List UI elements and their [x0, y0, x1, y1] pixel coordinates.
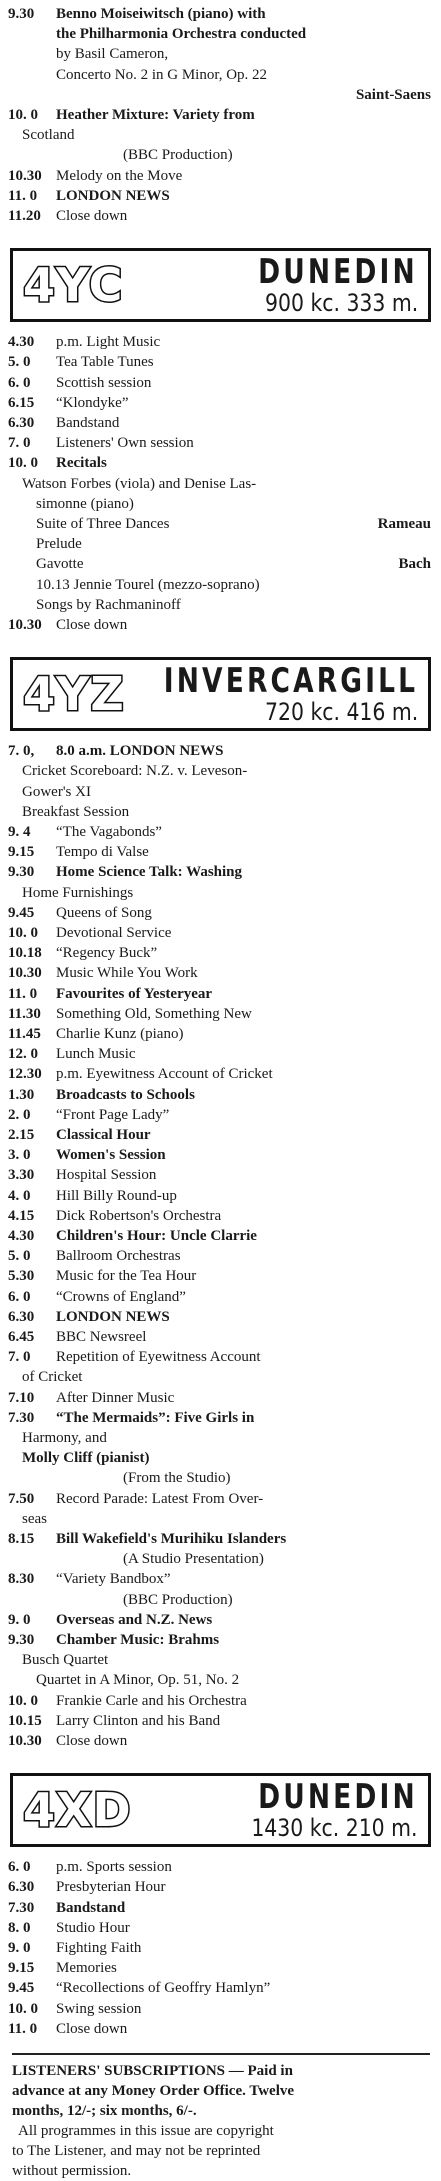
listing-text: Molly Cliff (pianist) [22, 1450, 150, 1467]
listing-text: (BBC Production) [123, 147, 233, 164]
copyright-text: without permission. [12, 2163, 132, 2179]
listing-line [8, 1918, 431, 1938]
listing-text: Women's Session [56, 1147, 166, 1164]
listing-line [8, 883, 431, 903]
listing-time: 9. 4 [8, 824, 31, 840]
station-banner-4yz [10, 657, 431, 731]
listing-text: “Klondyke” [56, 394, 129, 411]
listing-time: 8. 0 [8, 1919, 31, 1936]
listing-text: Harmony, and [22, 1430, 107, 1446]
listing-line [8, 1569, 431, 1589]
listing-line [8, 1630, 431, 1650]
listing-text: Quartet in A Minor, Op. 51, No. 2 [36, 1672, 240, 1689]
composer-credit: Rameau [377, 516, 431, 532]
listing-time: 9.30 [8, 864, 35, 881]
listing-line [8, 1186, 431, 1206]
listing-text: Children's Hour: Uncle Clarrie [56, 1228, 257, 1244]
listing-text: After Dinner Music [56, 1389, 175, 1406]
listing-text: Home Science Talk: Washing [56, 864, 243, 881]
listing-line [8, 1246, 431, 1266]
listing-time: 3. 0 [8, 1147, 31, 1164]
listing-text: the Philharmonia Orchestra conducted [56, 26, 307, 43]
listing-line [8, 4, 431, 24]
listing-line [8, 2019, 431, 2039]
listing-text: “The Vagabonds” [56, 824, 162, 840]
listing-line [8, 595, 431, 615]
listing-time: 8.15 [8, 1531, 35, 1547]
listing-line [8, 1287, 431, 1307]
listing-line [8, 615, 431, 635]
listing-time: 7. 0 [8, 435, 31, 452]
listing-text: Dick Robertson's Orchestra [56, 1207, 222, 1224]
listing-text: Charlie Kunz (piano) [56, 1026, 184, 1042]
listing-line [8, 1347, 431, 1367]
listing-text: BBC Newsreel [56, 1329, 147, 1345]
listing-time: 9.45 [8, 1980, 35, 1997]
listing-text: Larry Clinton and his Band [56, 1712, 221, 1729]
listing-line [8, 65, 431, 85]
listing-text: Record Parade: Latest From Over- [56, 1490, 264, 1507]
listing-line [8, 741, 431, 761]
listing-line [8, 1691, 431, 1711]
station-city: INVERCARGILL [163, 661, 418, 702]
listing-text: Scottish session [56, 374, 152, 391]
listing-time: 7.50 [8, 1490, 35, 1507]
listing-text: Tea Table Tunes [56, 354, 154, 371]
listing-line [8, 923, 431, 943]
listing-text: Memories [56, 1960, 117, 1977]
listing-line [8, 1877, 431, 1897]
listing-line [8, 1958, 431, 1978]
listing-line [8, 984, 431, 1004]
listing-line [8, 1610, 431, 1630]
listing-text: Hill Billy Round-up [56, 1187, 177, 1204]
listing-text: Overseas and N.Z. News [56, 1611, 213, 1628]
listing-line [8, 1978, 431, 1998]
listing-text: Listeners' Own session [56, 435, 194, 452]
station-banner-4xd [10, 1773, 431, 1847]
listing-line [8, 453, 431, 473]
listing-text: p.m. Light Music [56, 334, 161, 351]
listing-text: “Regency Buck” [56, 945, 158, 962]
listing-text: Devotional Service [56, 925, 172, 941]
listing-text: Music While You Work [56, 965, 198, 982]
listing-time: 12. 0 [8, 1046, 38, 1063]
listing-time: 10. 0 [8, 107, 38, 123]
listing-line [8, 413, 431, 433]
listing-time: 9. 0 [8, 1611, 31, 1628]
listing-text: 10.13 Jennie Tourel (mezzo-soprano) [36, 576, 260, 593]
listing-time: 5.30 [8, 1268, 35, 1285]
listing-line [8, 782, 431, 802]
listing-text: Favourites of Yesteryear [56, 985, 213, 1002]
listing-time: 6. 0 [8, 1859, 31, 1876]
listing-line [8, 1024, 431, 1044]
listing-text: p.m. Sports session [56, 1859, 172, 1876]
listing-text: by Basil Cameron, [56, 46, 169, 63]
listing-time: 10. 0 [8, 925, 38, 941]
listing-time: 7.30 [8, 1409, 35, 1426]
listing-text: Breakfast Session [22, 803, 130, 820]
listing-text: Bandstand [56, 1899, 126, 1916]
subscription-text: advance at any Money Order Office. Twelve [12, 2083, 295, 2099]
listing-text: LONDON NEWS [56, 187, 170, 204]
listing-line [8, 1388, 431, 1408]
listing-line [8, 206, 431, 226]
listing-line [8, 352, 431, 372]
listing-text: Hospital Session [56, 1167, 157, 1184]
listing-time: 2. 0 [8, 1106, 31, 1123]
listing-line [8, 761, 431, 781]
listing-text: Queens of Song [56, 904, 152, 921]
listing-text: Classical Hour [56, 1127, 151, 1143]
listing-text: LONDON NEWS [56, 1308, 170, 1325]
listing-time: 6. 0 [8, 374, 31, 391]
listing-line [8, 494, 431, 514]
listing-time: 10.30 [8, 1733, 42, 1749]
listing-line [8, 332, 431, 352]
listing-line [8, 186, 431, 206]
listing-time: 9. 0 [8, 1940, 31, 1956]
listing-text: of Cricket [22, 1369, 83, 1386]
station-banner-4yc [10, 248, 431, 322]
subscription-text: LISTENERS' SUBSCRIPTIONS — Paid in [12, 2063, 293, 2079]
listing-text: Ballroom Orchestras [56, 1248, 181, 1265]
listing-line [8, 1529, 431, 1549]
listing-text: Bandstand [56, 415, 120, 431]
listing-text: (A Studio Presentation) [123, 1551, 264, 1568]
listing-time: 6.30 [8, 1879, 35, 1896]
listing-line [8, 862, 431, 882]
listing-text: Tempo di Valse [56, 844, 149, 861]
listing-text: (From the Studio) [123, 1470, 231, 1487]
composer-credit: Saint-Saens [355, 86, 431, 103]
listing-time: 9.15 [8, 1960, 35, 1977]
listing-time: 6. 0 [8, 1288, 31, 1305]
listing-line [8, 534, 431, 554]
listing-time: 4. 0 [8, 1187, 31, 1204]
listing-line [8, 1085, 431, 1105]
station-logo: 4YZ [23, 667, 125, 722]
listing-line [8, 166, 431, 186]
listing-line [8, 1489, 431, 1509]
listing-time: 12.30 [8, 1066, 42, 1083]
listing-text: Home Furnishings [22, 884, 134, 901]
listing-line [8, 1307, 431, 1327]
listing-line [8, 1938, 431, 1958]
listing-line [8, 1650, 431, 1670]
station-frequency: 900 kc. 333 m. [264, 289, 418, 318]
listing-time: 9.30 [8, 1632, 35, 1648]
listing-text: Close down [56, 2020, 128, 2037]
listing-line [8, 1266, 431, 1286]
listing-text: Recitals [56, 455, 107, 472]
listing-time: 6.30 [8, 415, 35, 431]
listing-text: “The Mermaids”: Five Girls in [56, 1409, 255, 1426]
listing-text: Concerto No. 2 in G Minor, Op. 22 [56, 66, 268, 83]
listing-line [8, 1549, 431, 1569]
listing-time: 1.30 [8, 1086, 35, 1103]
listing-text: Repetition of Eyewitness Account [56, 1349, 261, 1366]
listing-text: Swing session [56, 2000, 142, 2017]
listing-line [8, 1711, 431, 1731]
listing-time: 10. 0 [8, 1692, 38, 1709]
listing-text: Gavotte [36, 556, 84, 573]
listing-line [8, 822, 431, 842]
listing-text: Suite of Three Dances [36, 516, 170, 532]
listing-text: simonne (piano) [36, 495, 134, 512]
listing-time: 11.45 [8, 1026, 41, 1042]
listing-time: 7. 0, [8, 743, 35, 760]
copyright-text: All programmes in this issue are copyright [18, 2123, 274, 2139]
listing-text: “Recollections of Geoffry Hamlyn” [56, 1980, 271, 1997]
listing-time: 5. 0 [8, 354, 31, 371]
listing-time: 7. 0 [8, 1349, 31, 1366]
subscription-text: months, 12/-; six months, 6/-. [12, 2103, 197, 2119]
listing-text: Presbyterian Hour [56, 1879, 166, 1896]
listing-line [8, 393, 431, 413]
listing-text: Songs by Rachmaninoff [36, 596, 181, 613]
listing-time: 11. 0 [8, 187, 38, 204]
listing-time: 6.15 [8, 394, 35, 411]
listing-time: 6.45 [8, 1329, 35, 1345]
listing-time: 9.30 [8, 6, 35, 22]
listing-time: 11.20 [8, 208, 41, 224]
listing-text: p.m. Eyewitness Account of Cricket [56, 1066, 273, 1083]
listing-time: 9.15 [8, 844, 35, 861]
listing-line [8, 1468, 431, 1488]
listing-line [8, 1670, 431, 1690]
station-frequency: 720 kc. 416 m. [264, 698, 418, 727]
listing-line [8, 145, 431, 165]
station-logo: 4XD [23, 1783, 132, 1838]
listing-line [8, 1590, 431, 1610]
listing-text: Something Old, Something New [56, 1005, 252, 1022]
divider [12, 2053, 430, 2055]
listing-time: 4.15 [8, 1207, 35, 1224]
listing-line [8, 1226, 431, 1246]
listing-line [8, 44, 431, 64]
listing-line [8, 1448, 431, 1468]
listing-line [8, 514, 431, 534]
listing-time: 11. 0 [8, 2020, 38, 2037]
listing-text: Scotland [22, 127, 75, 144]
listing-time: 10. 0 [8, 455, 38, 472]
listing-text: Prelude [36, 536, 82, 553]
listing-line [8, 1064, 431, 1084]
listing-time: 3.30 [8, 1167, 35, 1184]
listing-time: 7.30 [8, 1899, 35, 1916]
listing-line [8, 903, 431, 923]
listing-line [8, 575, 431, 595]
listing-time: 8.30 [8, 1571, 35, 1588]
listing-text: Close down [56, 208, 128, 224]
listing-line [8, 1125, 431, 1145]
footer-notice [12, 2061, 432, 2181]
listing-line [8, 1165, 431, 1185]
listing-time: 10.30 [8, 965, 42, 982]
listing-text: Chamber Music: Brahms [56, 1632, 220, 1648]
station-frequency: 1430 kc. 210 m. [251, 1814, 418, 1843]
listing-text: Heather Mixture: Variety from [56, 107, 255, 123]
listing-line [8, 1327, 431, 1347]
listing-text: Lunch Music [56, 1046, 136, 1063]
listing-line [8, 1857, 431, 1877]
listing-line [8, 1145, 431, 1165]
listing-text: Busch Quartet [22, 1652, 109, 1669]
listing-line [8, 1206, 431, 1226]
listing-text: Cricket Scoreboard: N.Z. v. Leveson- [22, 763, 248, 780]
listing-line [8, 373, 431, 393]
listing-line [8, 1898, 431, 1918]
listing-line [8, 474, 431, 494]
listing-time: 7.10 [8, 1389, 35, 1406]
listing-line [8, 943, 431, 963]
listing-text: Close down [56, 1733, 128, 1749]
listing-line [8, 24, 431, 44]
listing-line [8, 1004, 431, 1024]
listing-text: Melody on the Move [56, 167, 183, 184]
listing-time: 10. 0 [8, 2000, 38, 2017]
listing-text: Studio Hour [56, 1919, 130, 1936]
listing-time: 10.30 [8, 167, 42, 184]
listing-text: seas [22, 1510, 47, 1527]
listing-line [8, 433, 431, 453]
listing-text: Fighting Faith [56, 1940, 142, 1956]
listing-text: Music for the Tea Hour [56, 1268, 197, 1285]
listing-line [8, 1999, 431, 2019]
listing-time: 10.30 [8, 617, 42, 633]
listing-time: 2.15 [8, 1127, 35, 1143]
listing-text: “Crowns of England” [56, 1288, 186, 1305]
listing-line [8, 1367, 431, 1387]
listing-time: 11.30 [8, 1005, 41, 1022]
listing-text: Close down [56, 617, 128, 633]
listing-text: 8.0 a.m. LONDON NEWS [56, 743, 224, 760]
listing-line [8, 105, 431, 125]
listing-line [8, 1044, 431, 1064]
station-logo: 4YC [23, 258, 124, 313]
listing-text: Watson Forbes (viola) and Denise Las- [22, 475, 257, 492]
listing-line [8, 125, 431, 145]
listing-line [8, 1428, 431, 1448]
listing-line [8, 842, 431, 862]
copyright-text: to The Listener, and may not be reprinted [12, 2143, 261, 2159]
listing-text: Benno Moiseiwitsch (piano) with [56, 6, 266, 22]
listing-text: (BBC Production) [123, 1591, 233, 1608]
station-city: DUNEDIN [258, 1777, 418, 1818]
listing-time: 10.18 [8, 945, 42, 962]
listing-text: Broadcasts to Schools [56, 1086, 195, 1103]
listing-time: 11. 0 [8, 985, 38, 1002]
listing-time: 10.15 [8, 1712, 42, 1729]
listing-time: 4.30 [8, 1228, 35, 1244]
listing-line [8, 1509, 431, 1529]
listing-line [8, 85, 431, 105]
listing-text: Gower's XI [22, 783, 91, 800]
listing-time: 5. 0 [8, 1248, 31, 1265]
listing-text: Frankie Carle and his Orchestra [56, 1692, 247, 1709]
listing-text: Bill Wakefield's Murihiku Islanders [56, 1531, 287, 1547]
station-city: DUNEDIN [258, 252, 418, 293]
listing-text: “Variety Bandbox” [56, 1571, 171, 1588]
listing-time: 9.45 [8, 904, 35, 921]
listing-time: 4.30 [8, 334, 35, 351]
listing-line [8, 1408, 431, 1428]
listing-line [8, 963, 431, 983]
listing-text: “Front Page Lady” [56, 1106, 170, 1123]
listing-line [8, 1731, 431, 1751]
listing-line [8, 1105, 431, 1125]
listing-line [8, 802, 431, 822]
composer-credit: Bach [398, 556, 431, 573]
listing-time: 6.30 [8, 1308, 35, 1325]
listing-line [8, 554, 431, 574]
